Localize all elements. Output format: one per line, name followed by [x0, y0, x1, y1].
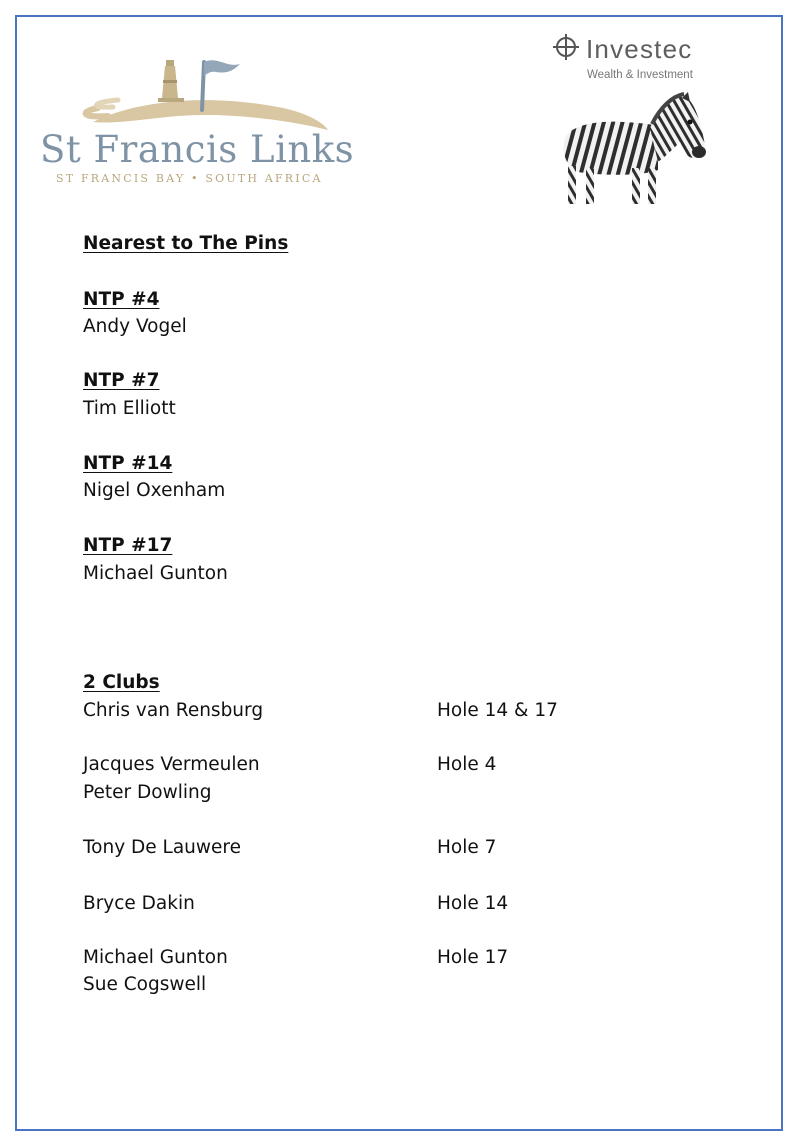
crosshair-icon [552, 33, 580, 61]
two-clubs-player: Jacques Vermeulen [83, 754, 260, 775]
two-clubs-hole: Hole 14 & 17 [437, 700, 558, 721]
ntp-winner: Tim Elliott [83, 398, 176, 419]
two-clubs-hole: Hole 4 [437, 754, 497, 775]
investec-logo [550, 30, 740, 210]
two-clubs-player: Michael Gunton [83, 947, 228, 968]
two-clubs-player: Peter Dowling [83, 782, 212, 803]
lighthouse-flag-icon [38, 50, 348, 140]
course-tagline: ST FRANCIS BAY • SOUTH AFRICA [56, 172, 323, 185]
ntp-winner: Nigel Oxenham [83, 480, 226, 501]
ntp-winner: Andy Vogel [83, 316, 187, 337]
ntp-hole-label: NTP #4 [83, 289, 160, 310]
two-clubs-title: 2 Clubs [83, 672, 160, 693]
two-clubs-player: Tony De Lauwere [83, 837, 241, 858]
nearest-pins-title: Nearest to The Pins [83, 233, 289, 254]
two-clubs-hole: Hole 7 [437, 837, 497, 858]
sponsor-subtitle: Wealth & Investment [587, 69, 693, 81]
ntp-hole-label: NTP #17 [83, 535, 173, 556]
two-clubs-player: Chris van Rensburg [83, 700, 264, 721]
ntp-hole-label: NTP #7 [83, 370, 160, 391]
sponsor-name: Investec [586, 34, 693, 64]
zebra-image [554, 92, 714, 204]
two-clubs-hole: Hole 14 [437, 893, 509, 914]
two-clubs-hole: Hole 17 [437, 947, 509, 968]
two-clubs-player: Bryce Dakin [83, 893, 195, 914]
course-name: St Francis Links [40, 128, 355, 171]
ntp-hole-label: NTP #14 [83, 453, 173, 474]
two-clubs-player: Sue Cogswell [83, 974, 207, 995]
ntp-winner: Michael Gunton [83, 563, 228, 584]
st-francis-links-logo [38, 50, 355, 190]
